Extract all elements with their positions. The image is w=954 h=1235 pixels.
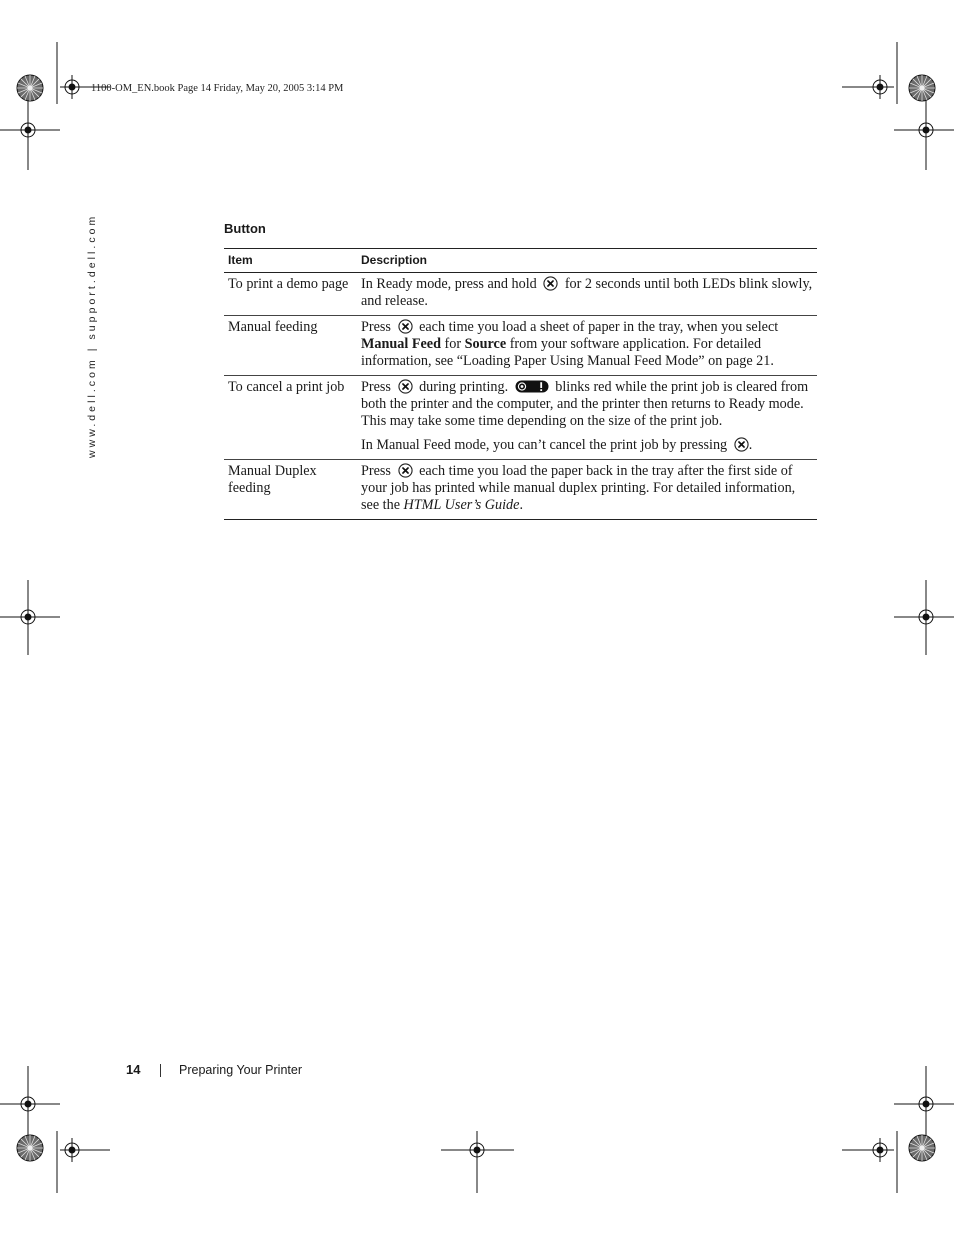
cancel-x-icon: [734, 437, 749, 452]
desc-text: Press: [361, 463, 391, 479]
row-description: [357, 376, 817, 460]
header-description: Description: [357, 249, 817, 273]
desc-text: .: [748, 437, 753, 453]
book-info-header: 1100-OM_EN.book Page 14 Friday, May 20, 2005 3:14 PM: [91, 83, 344, 94]
row-description: [357, 460, 817, 520]
desc-text: each time you load a sheet of paper in the tray, when you select: [419, 319, 779, 335]
led-status-icon: [515, 380, 549, 393]
desc-note: [361, 437, 813, 454]
desc-text: for 2 seconds until both LEDs blink slowly, and release.: [361, 276, 813, 309]
row-item: Manual feeding: [224, 316, 357, 376]
italic-term: HTML User’s Guide: [403, 497, 520, 513]
table-row: [224, 273, 817, 316]
section-title: Button: [224, 221, 266, 236]
row-description: [357, 316, 817, 376]
header-item: Item: [224, 249, 357, 273]
cancel-x-icon: [398, 379, 413, 394]
cancel-x-icon: [543, 276, 558, 291]
desc-paragraph: [361, 379, 813, 430]
row-item: Manual Duplex feeding: [224, 460, 357, 520]
row-item: To print a demo page: [224, 273, 357, 316]
row-item: To cancel a print job: [224, 376, 357, 460]
desc-text: during printing.: [419, 379, 509, 395]
side-url-text: www.dell.com | support.dell.com: [86, 213, 98, 458]
desc-text: blinks red while the print job is cleared from both the printer and the computer, and the printer then returns to Ready mode. This may take some time depending on the size of the print job.: [361, 379, 809, 429]
desc-text: each time you load the paper back in the tray after the first side of your job has printed while manual duplex printing. For detailed information, see the: [361, 463, 796, 513]
desc-text: from your software application. For detailed information, see “Loading Paper Using Manual Feed Mode” on page 21.: [361, 336, 774, 369]
footer-chapter-title: Preparing Your Printer: [179, 1063, 302, 1077]
table-row: [224, 376, 817, 460]
table-row: [224, 460, 817, 520]
button-table: [224, 248, 817, 520]
desc-text: Press: [361, 379, 391, 395]
row-description: [357, 273, 817, 316]
footer-divider: [160, 1064, 161, 1077]
desc-text: for: [444, 336, 462, 352]
bold-term: Source: [464, 336, 507, 352]
cancel-x-icon: [398, 319, 413, 334]
desc-text: In Ready mode, press and hold: [361, 276, 537, 292]
desc-text: .: [519, 497, 523, 513]
desc-text: In Manual Feed mode, you can’t cancel the print job by pressing: [361, 437, 728, 453]
cancel-x-icon: [398, 463, 413, 478]
table-row: [224, 316, 817, 376]
desc-text: Press: [361, 319, 391, 335]
table-header-row: [224, 249, 817, 273]
page-number: 14: [126, 1062, 141, 1077]
bold-term: Manual Feed: [361, 336, 441, 352]
